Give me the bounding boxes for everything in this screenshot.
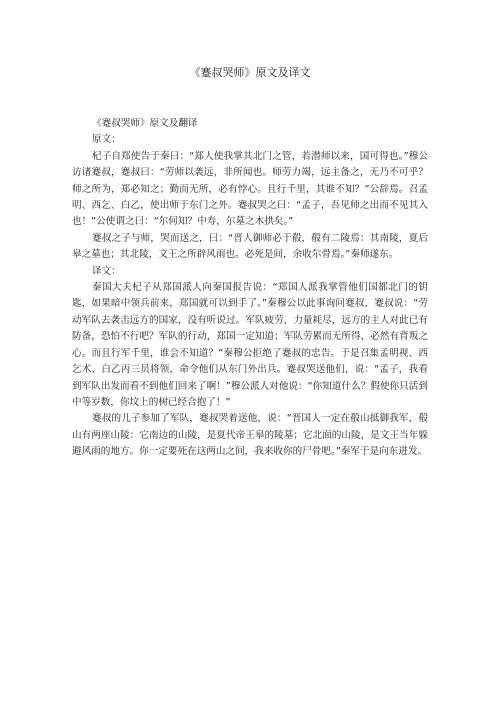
original-text-label: 原文： bbox=[92, 134, 121, 146]
original-paragraph: 杞子自郑使告于秦曰：“郑人使我掌其北门之管，若潜师以来，国可得也。”穆公访诸蹇叔，蹇叔曰：“劳师以袭远，非所闻也。师劳力竭，远主备之，无乃不可乎？师之所为，郑必知之；勤而无所，必有悖心。且行千里，其谁不知？”公辞焉。召孟明、西乞、白乙，使出师于东门之外。蹇叔哭之曰：“孟子，吾见师之出而不见其入也！”公使谓之曰：“尔何知？中寿，尔墓之木拱矣。” bbox=[72, 150, 428, 228]
translation-paragraph: 蹇叔的儿子参加了军队，蹇叔哭着送他，说：“晋国人一定在殽山抵御我军，殽山有两座山陵：它南边的山陵，是夏代帝王皋的陵墓；它北面的山陵，是文王当年躲避风雨的地方。你一定要死在这两山之间，我来收你的尸骨吧。”秦军于是向东进发。 bbox=[72, 413, 428, 458]
section-heading: 《蹇叔哭师》原文及翻译 bbox=[92, 118, 198, 129]
translation-label: 译文： bbox=[92, 265, 121, 277]
document-title: 《蹇叔哭师》原文及译文 bbox=[189, 66, 311, 79]
document-body bbox=[72, 116, 428, 461]
original-paragraph: 蹇叔之子与师，哭而送之，曰：“晋人御师必于殽，殽有二陵焉：其南陵，夏后皋之墓也；其北陵，文王之所辟风雨也。必死是间，余收尔骨焉。”秦师遂东。 bbox=[72, 232, 428, 261]
translation-paragraph: 秦国大夫杞子从郑国派人向秦国报告说：“郑国人派我掌管他们国都北门的钥匙，如果暗中领兵前来，郑国就可以到手了。”秦穆公以此事询问蹇叔，蹇叔说：“劳动军队去袭击远方的国家，没有听说过。军队疲劳，力量耗尽，远方的主人对此已有防备，恐怕不行吧？军队的行动，郑国一定知道；军队劳累而无所得，必然有背叛之心。而且行军千里，谁会不知道？”秦穆公拒绝了蹇叔的忠告。于是召集孟明视、西乞术、白乙丙三员将领，命令他们从东门外出兵。蹇叔哭送他们，说：“孟子，我看到军队出发而看不到他们回来了啊！”穆公派人对他说：“你知道什么？假使你只活到中等岁数，你坟上的树已经合抱了！” bbox=[72, 282, 428, 408]
